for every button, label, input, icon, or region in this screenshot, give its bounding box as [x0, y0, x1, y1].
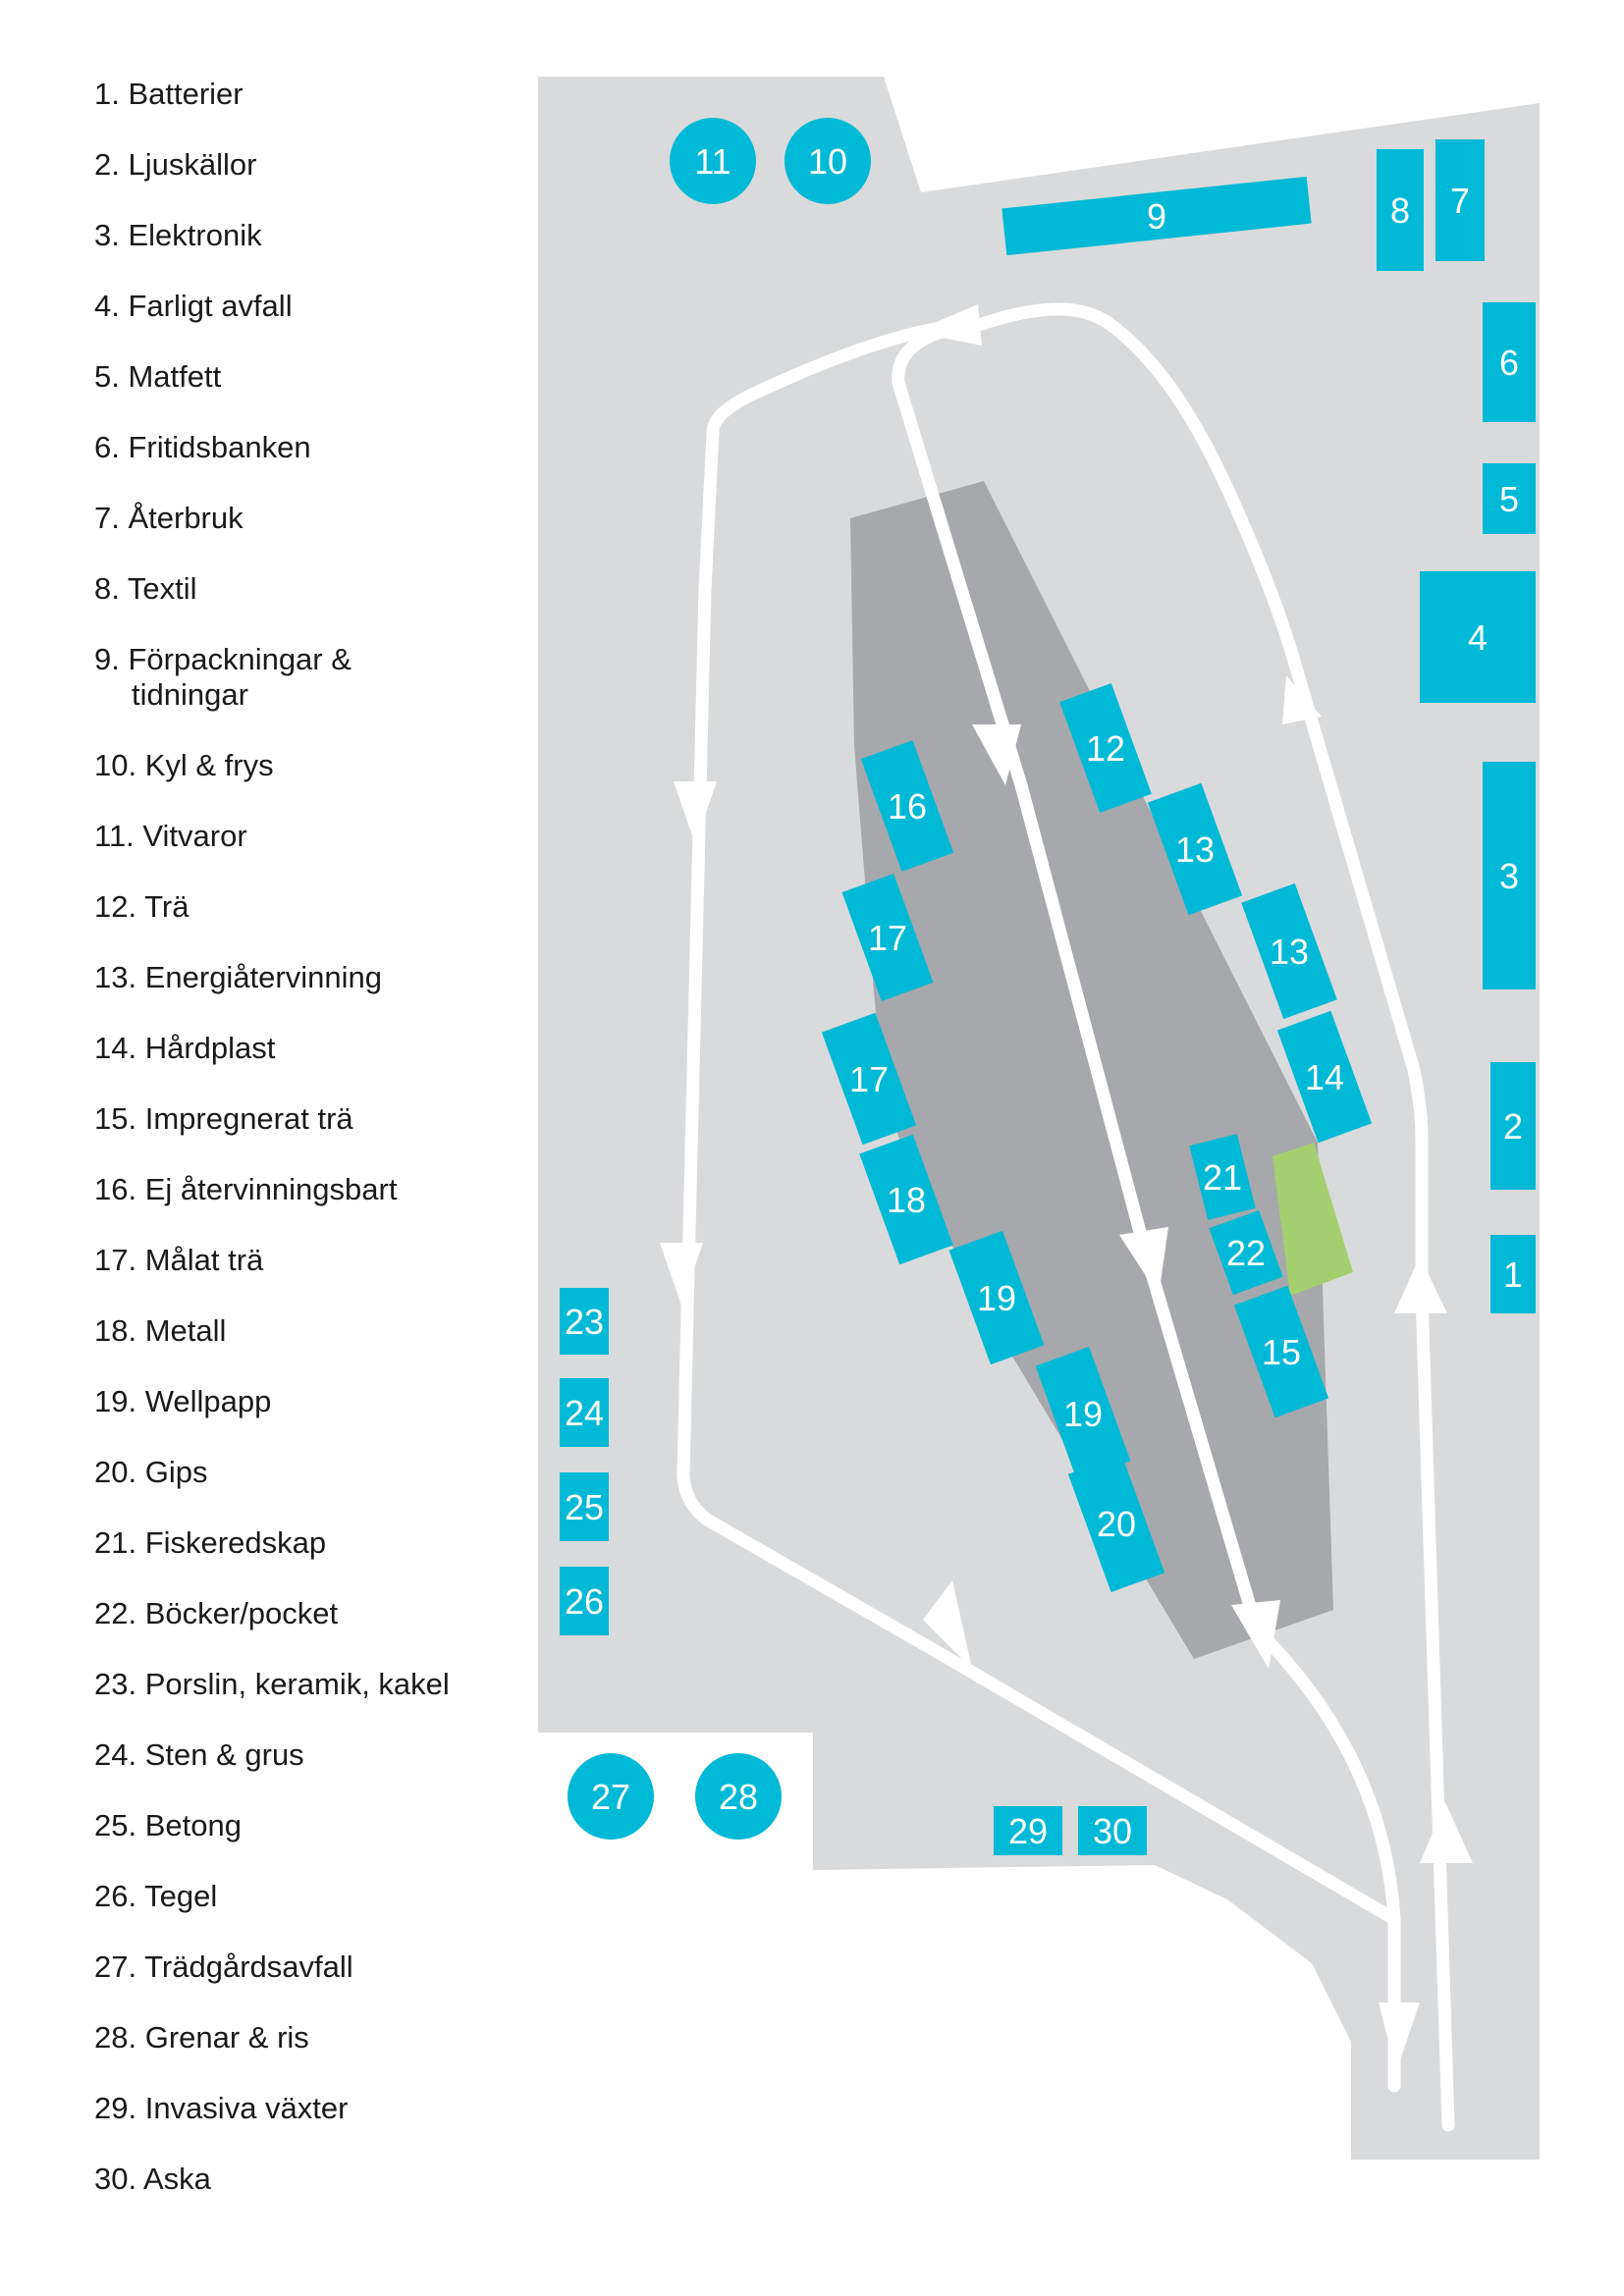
station-number: 28	[718, 1777, 759, 1817]
legend-item-label: 22. Böcker/pocket	[94, 1596, 339, 1630]
legend-item-label: 17. Målat trä	[94, 1243, 264, 1277]
station-6	[1483, 302, 1536, 422]
legend-item-label: 8. Textil	[94, 571, 197, 606]
station-number: 24	[564, 1393, 605, 1433]
legend-item-label: 23. Porslin, keramik, kakel	[94, 1667, 450, 1701]
legend-item-label: 25. Betong	[94, 1808, 242, 1842]
legend-item-label: 4. Farligt avfall	[94, 289, 293, 323]
station-number: 15	[1261, 1332, 1302, 1372]
station-number: 19	[976, 1278, 1017, 1318]
legend-item-label: 16. Ej återvinningsbart	[94, 1172, 398, 1206]
legend-item-label: 15. Impregnerat trä	[94, 1101, 353, 1136]
legend-item-label-line2: tidningar	[132, 677, 248, 712]
station-2	[1490, 1062, 1536, 1190]
station-number: 18	[886, 1180, 927, 1220]
station-5	[1483, 463, 1536, 534]
station-11	[670, 118, 756, 204]
legend-item-label: 18. Metall	[94, 1313, 227, 1348]
station-28	[695, 1753, 782, 1840]
station-number: 2	[1502, 1106, 1524, 1147]
station-number: 21	[1202, 1157, 1243, 1198]
legend-item-label: 2. Ljuskällor	[94, 147, 257, 182]
legend-item-label: 27. Trädgårdsavfall	[94, 1949, 353, 1984]
station-number: 13	[1174, 829, 1216, 870]
legend-item-label: 7. Återbruk	[94, 501, 244, 535]
station-7	[1435, 139, 1485, 261]
station-8	[1377, 149, 1424, 271]
legend-item-label: 5. Matfett	[94, 359, 222, 394]
station-1	[1490, 1235, 1536, 1313]
legend-item-label: 6. Fritidsbanken	[94, 430, 311, 464]
station-30	[1078, 1806, 1147, 1855]
station-number: 5	[1498, 479, 1520, 519]
station-number: 14	[1304, 1057, 1345, 1097]
station-number: 27	[590, 1777, 631, 1817]
station-29	[994, 1806, 1062, 1855]
station-number: 11	[694, 141, 731, 182]
station-number: 13	[1269, 932, 1310, 972]
station-number: 6	[1498, 343, 1520, 383]
legend-item-label: 10. Kyl & frys	[94, 748, 274, 782]
station-number: 4	[1467, 617, 1489, 658]
station-10	[785, 118, 871, 204]
legend-item-label: 26. Tegel	[94, 1879, 218, 1913]
station-number: 17	[867, 918, 908, 958]
station-26	[560, 1567, 609, 1635]
legend-item-label: 1. Batterier	[94, 77, 244, 111]
station-27	[568, 1753, 654, 1840]
legend-item-label: 29. Invasiva växter	[94, 2091, 349, 2125]
station-number: 8	[1389, 190, 1411, 231]
legend-item-label: 3. Elektronik	[94, 218, 262, 252]
station-number: 20	[1096, 1504, 1137, 1544]
station-number: 26	[564, 1581, 605, 1622]
station-number: 19	[1062, 1394, 1104, 1434]
legend-item-label: 20. Gips	[94, 1455, 208, 1489]
station-4	[1420, 571, 1536, 703]
legend-item-label: 19. Wellpapp	[94, 1384, 272, 1418]
station-number: 10	[807, 141, 848, 182]
station-number: 9	[1146, 196, 1167, 237]
legend-item-label: 13. Energiåtervinning	[94, 960, 382, 994]
station-number: 23	[564, 1302, 605, 1342]
station-3	[1483, 762, 1536, 989]
legend-item-label: 14. Hårdplast	[94, 1031, 276, 1065]
station-number: 25	[564, 1487, 605, 1527]
station-23	[560, 1288, 609, 1355]
legend-item-label: 24. Sten & grus	[94, 1737, 304, 1772]
legend-item-label: 11. Vitvaror	[94, 819, 247, 853]
station-number: 12	[1085, 728, 1126, 769]
station-number: 30	[1092, 1811, 1133, 1851]
legend-item-label: 12. Trä	[94, 889, 189, 924]
station-number: 29	[1007, 1811, 1049, 1851]
station-number: 16	[887, 786, 928, 827]
station-25	[560, 1472, 609, 1541]
station-number: 3	[1498, 856, 1520, 896]
station-number: 17	[848, 1059, 890, 1099]
station-24	[560, 1378, 609, 1447]
legend-item-label: 30. Aska	[94, 2162, 211, 2196]
legend-item-label: 21. Fiskeredskap	[94, 1525, 327, 1560]
legend-item-label: 28. Grenar & ris	[94, 2020, 309, 2055]
station-number: 1	[1502, 1255, 1524, 1295]
station-number: 7	[1449, 181, 1471, 221]
station-number: 22	[1225, 1233, 1267, 1273]
legend-item-label: 9. Förpackningar &	[94, 642, 352, 676]
